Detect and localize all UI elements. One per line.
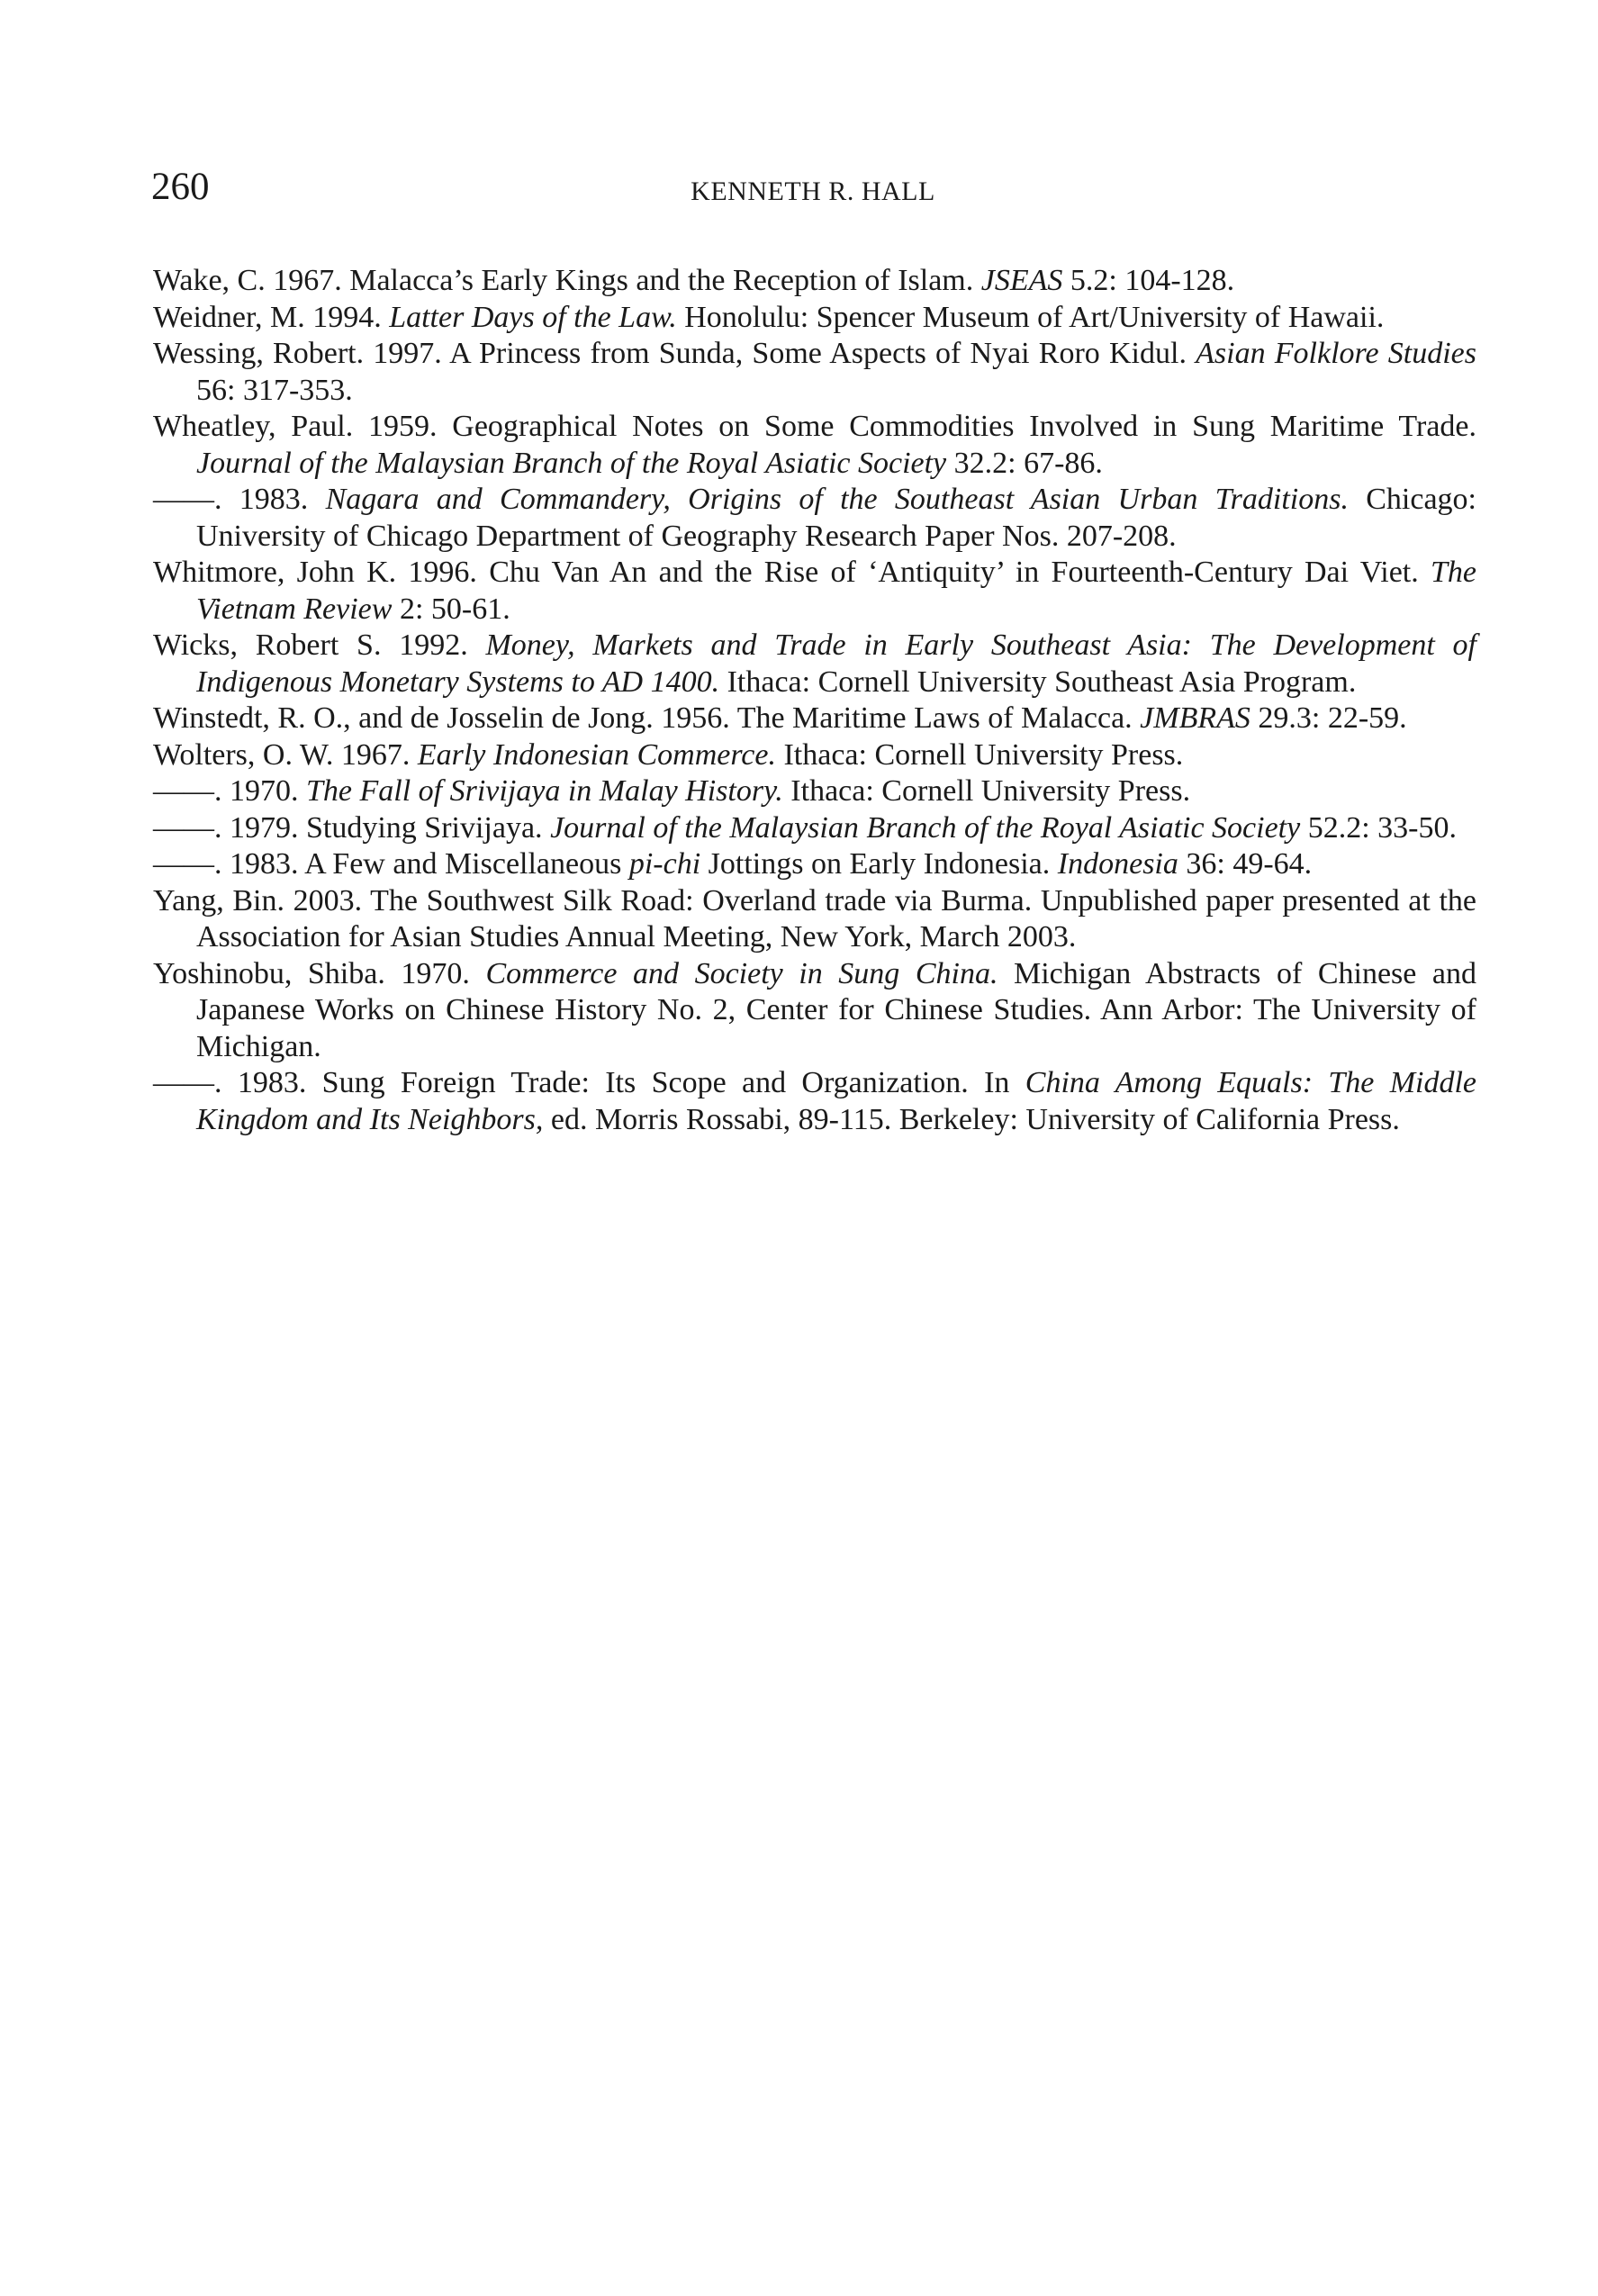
entry-title-italic: Money, Markets and Trade in Early Southeast Asia: The Development of Indigenous Monetary Systems to AD 1400.	[196, 628, 1477, 699]
entry-text: 5.2: 104-128.	[1062, 264, 1235, 297]
bibliography-entry	[153, 883, 1476, 956]
entry-text: Yoshinobu, Shiba. 1970.	[153, 956, 486, 990]
entry-title-italic: JSEAS	[980, 264, 1063, 297]
entry-text: ——. 1983.	[153, 483, 326, 516]
entry-title-italic: The Fall of Srivijaya in Malay History.	[306, 774, 783, 808]
entry-text: Jottings on Early Indonesia.	[700, 847, 1058, 881]
bibliography-entry	[153, 810, 1476, 847]
entry-text: Michigan Abstracts of Chinese and Japanese Works on Chinese History No. 2, Center for Chinese Studies. Ann Arbor: The University of Michigan.	[196, 956, 1476, 1063]
entry-text: Wolters, O. W. 1967.	[153, 737, 418, 772]
entry-title-italic: Indonesia	[1057, 847, 1178, 881]
entry-text: Wake, C. 1967. Malacca’s Early Kings and the Reception of Islam.	[153, 264, 981, 297]
bibliography-entry	[153, 263, 1476, 300]
entry-text: Yang, Bin. 2003. The Southwest Silk Road: Overland trade via Burma. Unpublished paper presented at the Association for Asian Studies Annual Meeting, New York, March 2003.	[153, 883, 1476, 954]
entry-text: ——. 1983. Sung Foreign Trade: Its Scope and Organization. In	[153, 1066, 1025, 1099]
entry-text: Chicago: University of Chicago Department of Geography Research Paper Nos. 207-208.	[196, 483, 1476, 553]
entry-text: ——. 1983. A Few and Miscellaneous	[153, 847, 629, 881]
entry-title-italic: Journal of the Malaysian Branch of the Royal Asiatic Society	[550, 810, 1301, 845]
entry-text: Ithaca: Cornell University Press.	[782, 774, 1191, 808]
entry-text: ed. Morris Rossabi, 89-115. Berkeley: University of California Press.	[543, 1102, 1400, 1136]
entry-text: 52.2: 33-50.	[1300, 810, 1457, 845]
bibliography-entry	[153, 409, 1476, 482]
entry-text: Ithaca: Cornell University Press.	[775, 737, 1184, 772]
entry-text: ——. 1979. Studying Srivijaya.	[153, 810, 551, 845]
entry-text: 29.3: 22-59.	[1250, 701, 1407, 735]
entry-text: Honolulu: Spencer Museum of Art/University of Hawaii.	[676, 300, 1385, 334]
bibliography-entry	[153, 773, 1476, 810]
running-head: KENNETH R. HALL	[691, 176, 935, 206]
entry-title-italic: pi-chi	[628, 847, 701, 881]
page-number: 260	[151, 166, 210, 208]
entry-title-italic: Asian Folklore Studies	[1196, 337, 1476, 370]
entry-text: Winstedt, R. O., and de Josselin de Jong. 1956. The Maritime Laws of Malacca.	[153, 701, 1141, 735]
bibliography-entry	[153, 701, 1476, 737]
bibliography-entry	[153, 336, 1476, 409]
bibliography-entry	[153, 956, 1476, 1066]
entry-title-italic: Early Indonesian Commerce.	[417, 737, 776, 772]
entry-text: 2: 50-61.	[392, 592, 510, 626]
entry-title-italic: The Vietnam Review	[196, 556, 1476, 626]
entry-text: ——. 1970.	[153, 774, 306, 808]
bibliography-entry	[153, 628, 1476, 701]
entry-text: Ithaca: Cornell University Southeast Asia Program.	[719, 664, 1357, 699]
entry-title-italic: Commerce and Society in Sung China.	[485, 956, 998, 990]
entry-title-italic: Latter Days of the Law.	[389, 300, 677, 334]
bibliography-entry	[153, 300, 1476, 337]
entry-text: 36: 49-64.	[1178, 847, 1313, 881]
bibliography-entry	[153, 482, 1476, 555]
entry-text: Wheatley, Paul. 1959. Geographical Notes on Some Commodities Involved in Sung Maritime Trade.	[153, 410, 1476, 443]
entry-text: 32.2: 67-86.	[946, 446, 1103, 480]
bibliography-entry	[153, 737, 1476, 774]
entry-text: 56: 317-353.	[196, 373, 353, 407]
page-header	[151, 165, 1475, 219]
entry-title-italic: Nagara and Commandery, Origins of the Southeast Asian Urban Traditions.	[325, 483, 1349, 516]
bibliography-entry	[153, 555, 1476, 628]
bibliography-entry	[153, 1065, 1476, 1138]
entry-text: Wicks, Robert S. 1992.	[153, 628, 486, 662]
entry-title-italic: JMBRAS	[1140, 701, 1250, 735]
entry-title-italic: China Among Equals: The Middle Kingdom and Its Neighbors,	[196, 1066, 1477, 1136]
bibliography-entry	[153, 846, 1476, 883]
entry-text: Weidner, M. 1994.	[153, 300, 390, 334]
entry-text: Whitmore, John K. 1996. Chu Van An and the Rise of ‘Antiquity’ in Fourteenth-Century Dai Viet.	[153, 556, 1431, 589]
bibliography-list	[153, 263, 1476, 1138]
entry-text: Wessing, Robert. 1997. A Princess from Sunda, Some Aspects of Nyai Roro Kidul.	[153, 337, 1196, 370]
entry-title-italic: Journal of the Malaysian Branch of the Royal Asiatic Society	[196, 446, 947, 480]
